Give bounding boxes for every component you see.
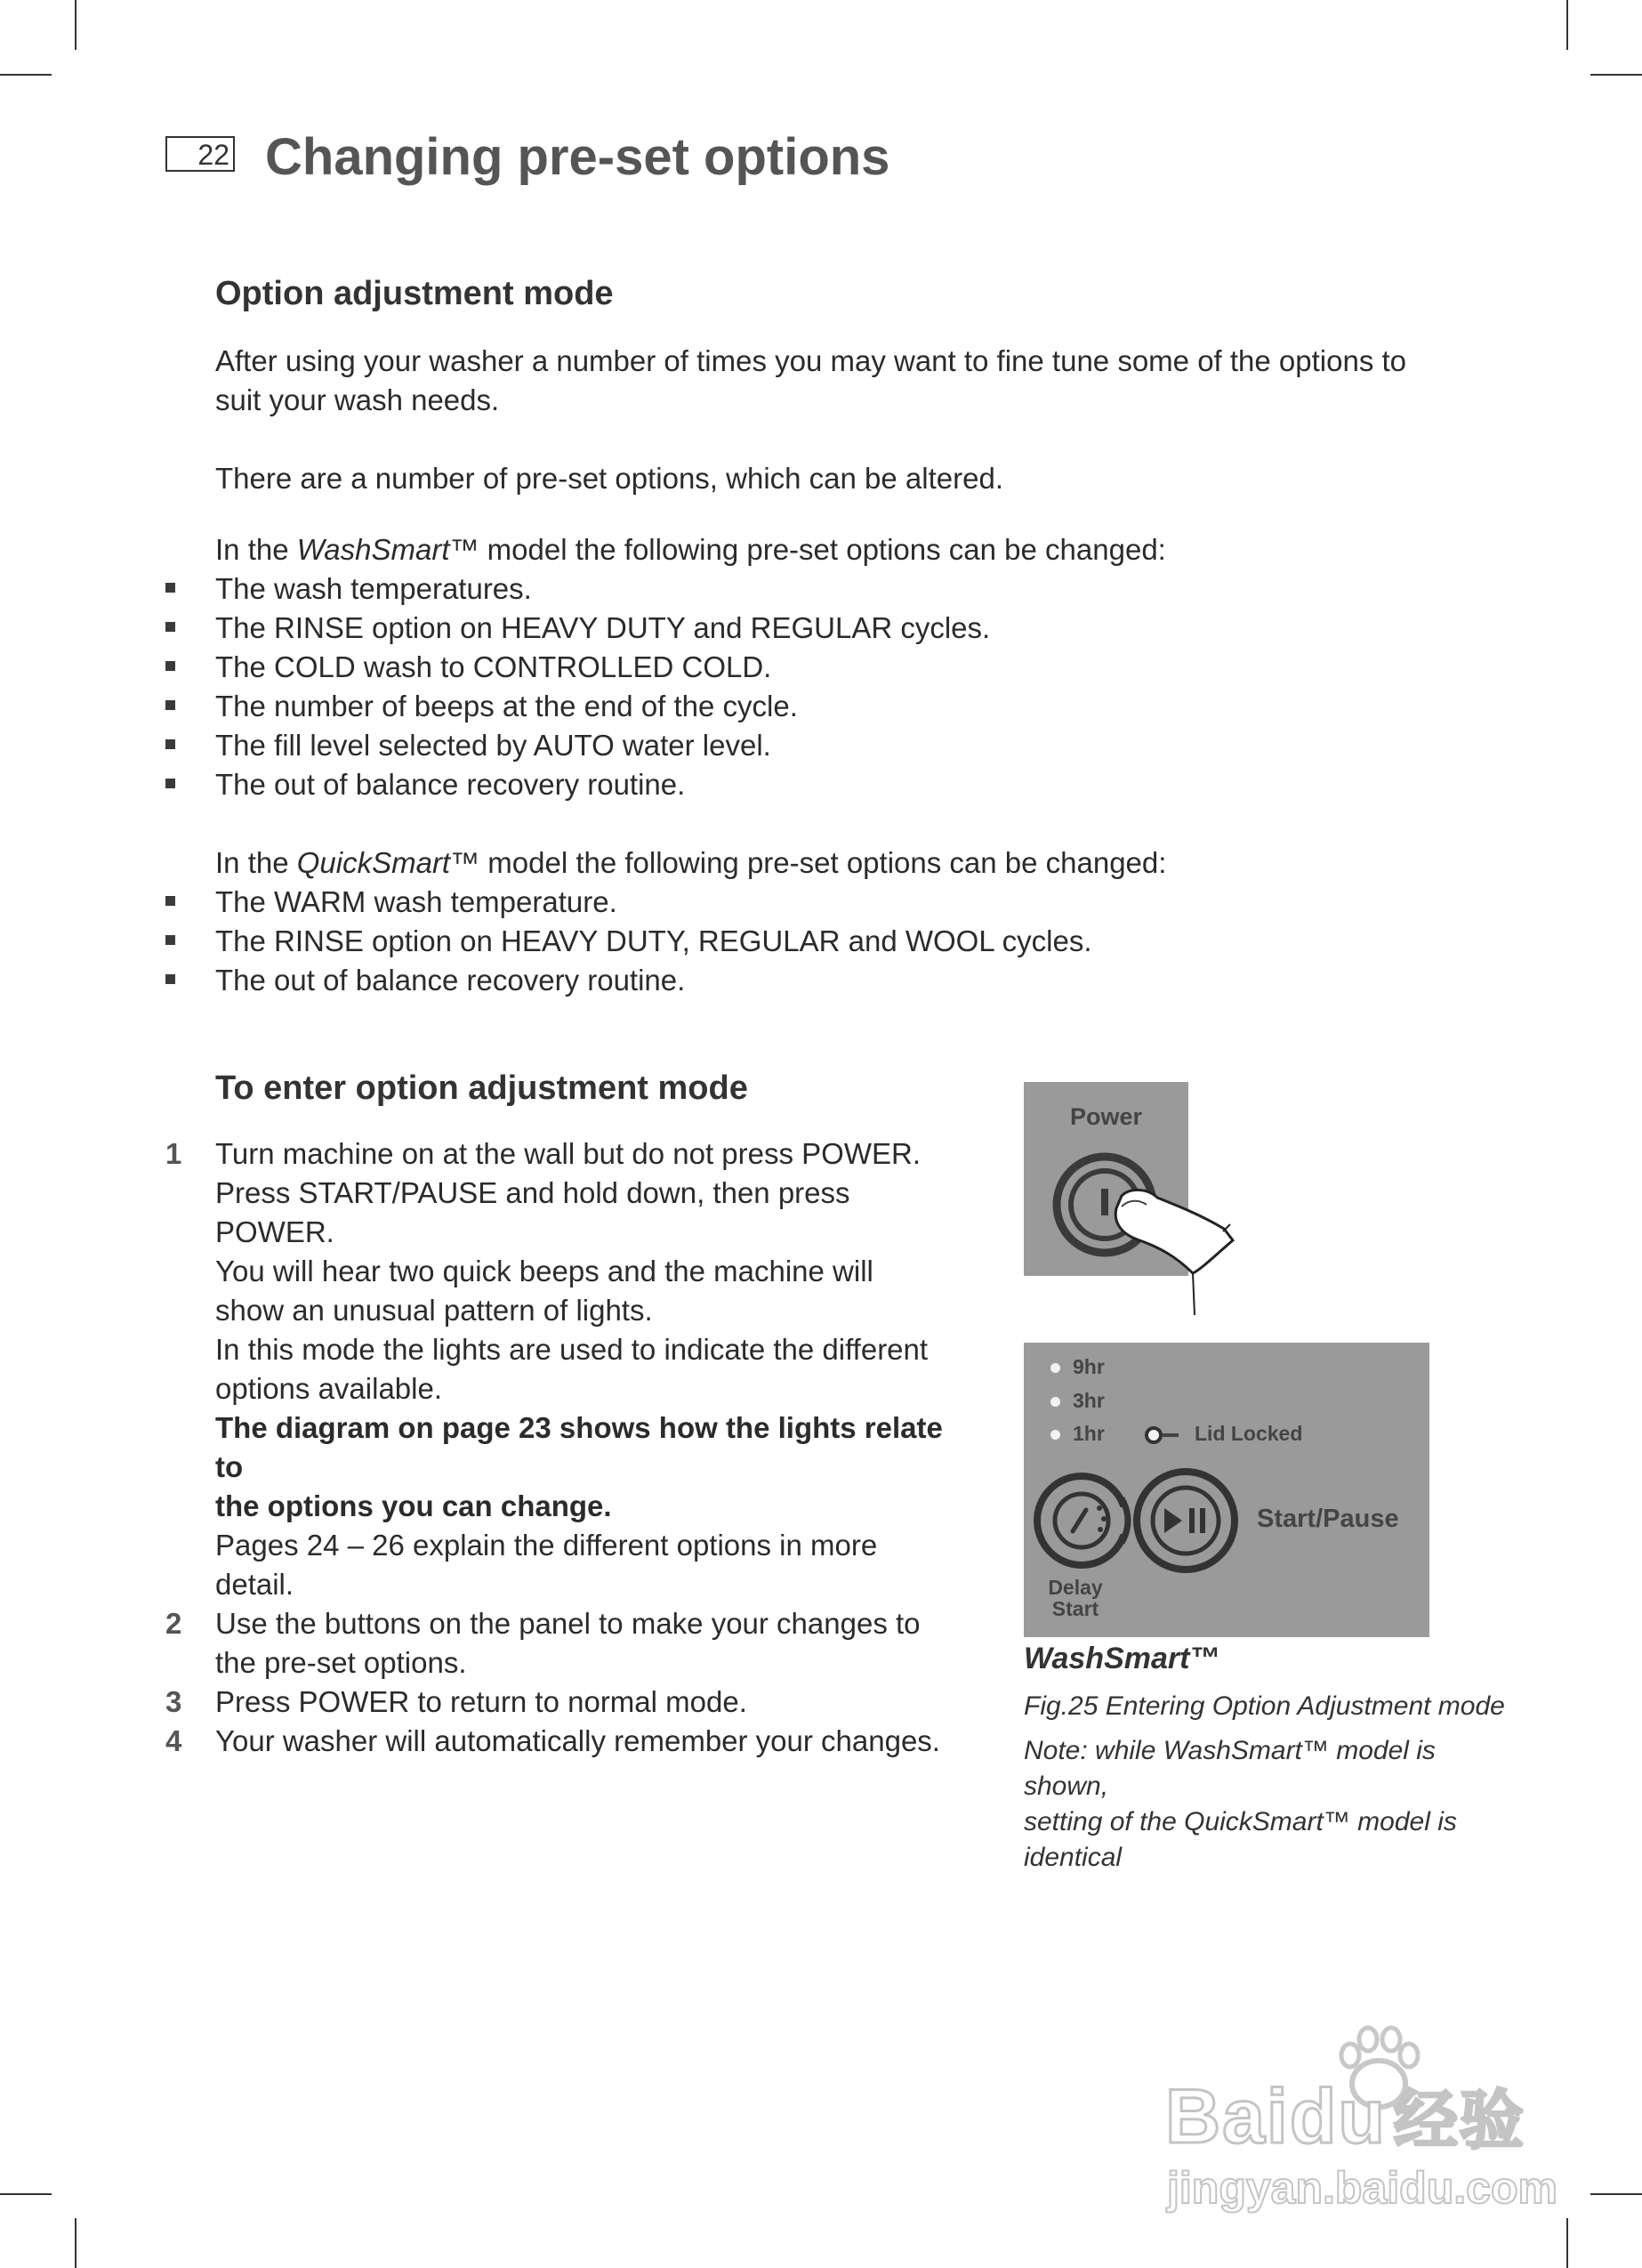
note-line: Note: while WashSmart™ model is shown,: [1024, 1736, 1436, 1801]
step-line: Pages 24 – 26 explain the different options in more detail.: [215, 1529, 878, 1601]
delay-start-button-icon: [1037, 1476, 1126, 1565]
page-title: Changing pre-set options: [265, 128, 890, 186]
option-adjustment-section: [215, 267, 1443, 1000]
delay-start-label: [1040, 1577, 1111, 1619]
fig-number-caption: Fig.25 Entering Option Adjustment mode: [1024, 1691, 1505, 1721]
paragraph: There are a number of pre-set options, which can be altered.: [215, 462, 1003, 495]
crop-mark: [1590, 2193, 1642, 2195]
step-number: 3: [165, 1685, 182, 1718]
bullet-icon: [165, 661, 175, 671]
step-3: [165, 1683, 962, 1722]
bullet-icon: [165, 896, 175, 906]
list-item: [215, 609, 1443, 648]
list-item-text: The number of beeps at the end of the cycle.: [215, 690, 798, 722]
bullet-icon: [165, 779, 175, 788]
note-line: setting of the QuickSmart™ model is: [1024, 1807, 1457, 1836]
step-line: Press START/PAUSE and hold down, then press POWER.: [215, 1176, 850, 1248]
power-label: Power: [1069, 1103, 1143, 1130]
finger-icon: [1115, 1190, 1233, 1315]
step-number: 4: [165, 1724, 182, 1757]
note-line: identical: [1024, 1843, 1123, 1872]
model-name: WashSmart™: [296, 533, 479, 566]
step-line: show an unusual pattern of lights.: [215, 1294, 653, 1327]
step-line: You will hear two quick beeps and the machine will: [215, 1255, 873, 1287]
list-item: [215, 922, 1443, 961]
figure-note: [1024, 1733, 1522, 1876]
bullet-icon: [165, 739, 175, 749]
figure-caption: [1024, 1637, 1522, 1876]
step-line: Your washer will automatically remember your changes.: [215, 1724, 940, 1757]
intro-text: [215, 342, 1443, 420]
model-name: QuickSmart™: [296, 846, 480, 879]
model-caption: WashSmart™: [1024, 1642, 1220, 1675]
crop-mark: [75, 0, 76, 50]
list-item-text: The out of balance recovery routine.: [215, 768, 686, 801]
watermark-brand-suffix: 经验: [1393, 2086, 1525, 2157]
bullet-icon: [165, 974, 175, 984]
step-bold-line: The diagram on page 23 shows how the lights relate to: [215, 1411, 943, 1483]
light-label: 9hr: [1073, 1355, 1105, 1378]
bullet-icon: [165, 935, 175, 945]
delay-start-line: Delay: [1048, 1576, 1103, 1599]
list-item-text: The fill level selected by AUTO water level.: [215, 729, 771, 762]
step-number: 2: [165, 1607, 182, 1640]
step-bold-line: the options you can change.: [215, 1489, 612, 1522]
crop-mark: [1590, 74, 1642, 76]
crop-mark: [0, 74, 52, 76]
lead-text: In the: [215, 533, 297, 566]
list-item-text: The RINSE option on HEAVY DUTY, REGULAR and WOOL cycles.: [215, 924, 1092, 957]
enter-mode-section: [165, 1061, 962, 1761]
list-item: [215, 883, 1443, 922]
list-item: [215, 648, 1443, 687]
bullet-icon: [165, 700, 175, 710]
list-item-text: The wash temperatures.: [215, 572, 532, 605]
lid-locked-label: Lid Locked: [1195, 1422, 1303, 1445]
lead-text: model the following pre-set options can be changed:: [479, 846, 1167, 879]
watermark-url: jingyan.baidu.com: [1167, 2163, 1557, 2213]
list-item-text: The RINSE option on HEAVY DUTY and REGULAR cycles.: [215, 611, 991, 644]
start-pause-label: Start/Pause: [1257, 1505, 1399, 1533]
crop-mark: [1566, 2218, 1568, 2268]
step-4: [165, 1722, 962, 1761]
step-2: [165, 1604, 962, 1683]
crop-mark: [0, 2193, 52, 2195]
list-item: [215, 726, 1443, 765]
intro-line: suit your wash needs.: [215, 383, 500, 416]
list-item: [215, 569, 1443, 609]
intro-line: After using your washer a number of times you may want to fine tune some of the options to: [215, 344, 1407, 377]
quicksmart-lead: [215, 843, 1443, 883]
list-item-text: The out of balance recovery routine.: [215, 964, 686, 997]
section-heading: To enter option adjustment mode: [215, 1069, 748, 1107]
start-pause-button-icon: [1137, 1472, 1235, 1570]
step-number: 1: [165, 1137, 182, 1170]
page-number: 22: [165, 136, 235, 172]
crop-mark: [75, 2218, 76, 2268]
bullet-icon: [165, 622, 175, 632]
bullet-icon: [165, 583, 175, 593]
step-line: In this mode the lights are used to indicate the different: [215, 1333, 929, 1366]
crop-mark: [1566, 0, 1568, 50]
step-1: [165, 1134, 962, 1604]
step-line: options available.: [215, 1372, 443, 1405]
step-line: Turn machine on at the wall but do not press POWER.: [215, 1137, 921, 1170]
delay-start-line: Start: [1051, 1597, 1099, 1620]
washsmart-lead: [215, 530, 1443, 569]
list-item-text: The COLD wash to CONTROLLED COLD.: [215, 650, 772, 683]
light-label: 1hr: [1073, 1422, 1105, 1445]
step-line: Use the buttons on the panel to make your changes to: [215, 1607, 921, 1640]
power-button-figure: [1024, 1082, 1291, 1331]
list-item: [215, 687, 1443, 726]
watermark-brand: Baidu: [1165, 2074, 1387, 2159]
control-panel-illustration: [1024, 1343, 1429, 1637]
lead-text: In the: [215, 846, 297, 879]
lead-text: model the following pre-set options can be changed:: [479, 533, 1166, 566]
quicksmart-options-list: [215, 883, 1443, 1000]
list-item: [215, 765, 1443, 804]
washsmart-options-list: [215, 569, 1443, 804]
section-heading: Option adjustment mode: [215, 275, 614, 312]
step-line: Press POWER to return to normal mode.: [215, 1685, 747, 1718]
step-line: the pre-set options.: [215, 1646, 467, 1679]
light-label: 3hr: [1073, 1389, 1105, 1412]
list-item: [215, 961, 1443, 1000]
list-item-text: The WARM wash temperature.: [215, 885, 617, 918]
